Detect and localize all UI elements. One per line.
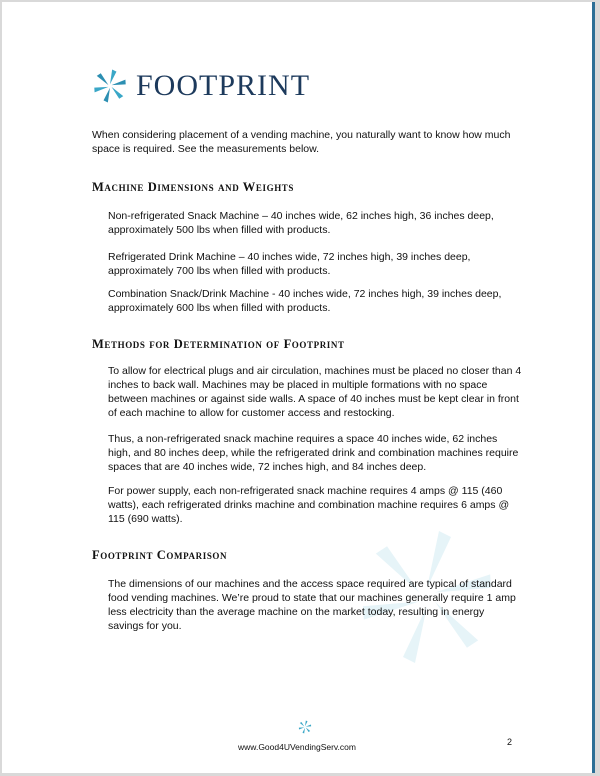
paragraph-power-supply: For power supply, each non-refrigerated snack machine requires 4 amps @ 115 (460 watts), each refrigerated drinks machine and combination machine requires 6 amps @ 115 (690 watts).	[108, 485, 510, 525]
heading-methods-footprint: Methods for Determination of Footprint	[92, 337, 345, 351]
logo-text: FOOTPRINT	[136, 69, 311, 102]
document-page	[2, 2, 595, 773]
intro-paragraph: When considering placement of a vending machine, you naturally want to know how much space is required. See the measurements below.	[92, 129, 511, 155]
footer-starburst-icon	[298, 720, 312, 734]
page-number: 2	[507, 737, 513, 747]
paragraph-placement-rules: To allow for electrical plugs and air circulation, machines must be placed no closer than 4 inches to back wall. Machines may be placed in multiple formations with no space between machines or against side walls. A space of 40 inches must be kept clear in front of each machine to allow for customer access and restocking.	[108, 365, 522, 419]
heading-footprint-comparison: Footprint Comparison	[92, 548, 228, 562]
starburst-logo-icon	[92, 68, 128, 104]
paragraph-space-requirements: Thus, a non-refrigerated snack machine requires a space 40 inches wide, 62 inches high, and 80 inches deep, while the refrigerated drink and combination machines require spaces that are 40 inches wide, 72 inches high, and 84 inches deep.	[108, 433, 519, 473]
paragraph-comparison: The dimensions of our machines and the access space required are typical of standard food vending machines. We’re proud to state that our machines generally require 1 amp less electricity than the average machine on the market today, resulting in energy savings for you.	[108, 578, 516, 632]
paragraph-snack-machine: Non-refrigerated Snack Machine – 40 inches wide, 62 inches high, 36 inches deep, approximately 500 lbs when filled with products.	[108, 210, 494, 236]
brand-logo	[92, 68, 310, 104]
paragraph-drink-machine: Refrigerated Drink Machine – 40 inches wide, 72 inches high, 39 inches deep, approximately 700 lbs when filled with products.	[108, 251, 471, 277]
paragraph-combination-machine: Combination Snack/Drink Machine - 40 inches wide, 72 inches high, 39 inches deep, approximately 600 lbs when filled with products.	[108, 288, 502, 314]
footer-website-link[interactable]: www.Good4UVendingServ.com	[238, 742, 356, 752]
heading-machine-dimensions: Machine Dimensions and Weights	[92, 180, 295, 194]
